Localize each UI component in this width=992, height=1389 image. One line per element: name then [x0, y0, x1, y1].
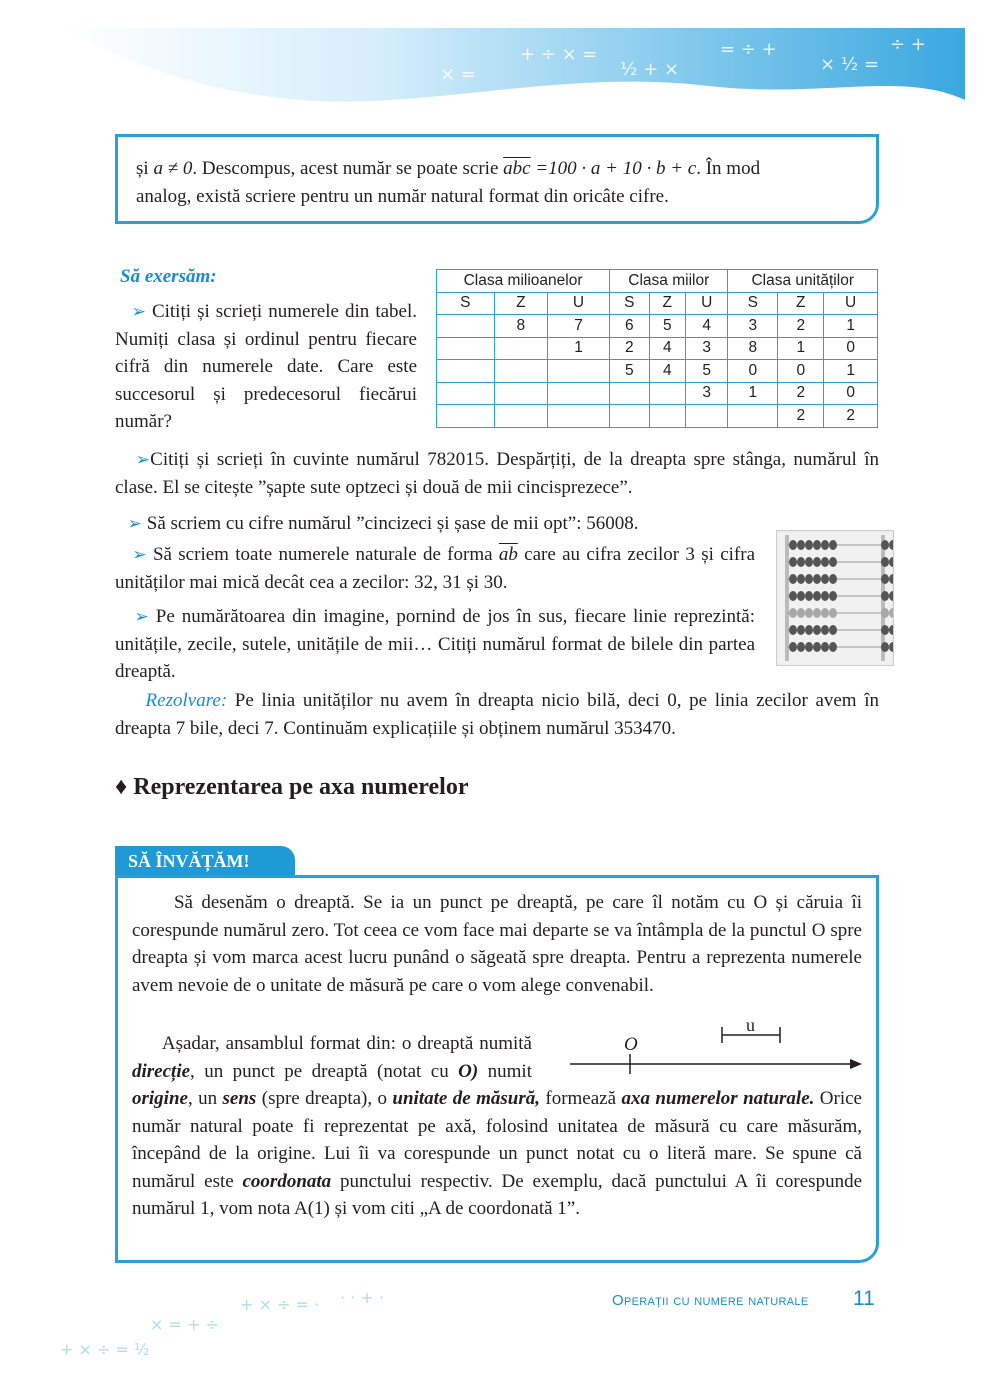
digit-cell: 6 [610, 315, 649, 338]
abacus-bead [797, 642, 805, 652]
abacus-bead [881, 557, 889, 567]
digit-cell: 0 [778, 360, 824, 383]
digit-cell: 1 [824, 315, 878, 338]
order-header: S [610, 292, 649, 315]
order-header: Z [494, 292, 547, 315]
footer-chapter-title: Operații cu numere naturale [612, 1292, 809, 1309]
digit-cell [437, 337, 495, 360]
unit-label: u [746, 1015, 755, 1035]
number-axis [570, 1012, 870, 1082]
abacus-bead [789, 540, 797, 550]
abacus-bead [813, 642, 821, 652]
svg-text:× =: × = [440, 64, 476, 85]
learn-paragraph-2: Așadar, ansamblul format din: o dreaptă numită direcție, un punct pe dreaptă (notat cu O) numit origine, un sens (spre dreapta), o unitate de măsură, formează axa numerelor naturale. Orice număr natural poate fi reprezentat pe axă, folosind unitatea de măsură cu care măsurăm, începând de la origine. Lui îi va corespunde un punct notat cu o literă mare. Se spune că numărul este coordonata punctului respectiv. De exemplu, dacă punctului A îi corespunde numărul 1, vom nota A(1) și vom citi „A de coordonată 1”. [132, 1030, 862, 1223]
digit-cell [547, 405, 609, 428]
digit-cell: 0 [824, 337, 878, 360]
order-header-row [437, 292, 878, 315]
digit-cell: 8 [728, 337, 778, 360]
abacus-bead [789, 608, 797, 618]
order-header: U [824, 292, 878, 315]
section-title: ♦ Reprezentarea pe axa numerelor [115, 774, 469, 800]
abacus-bead [797, 608, 805, 618]
abacus-bead [829, 608, 837, 618]
digit-cell: 1 [547, 337, 609, 360]
page-number: 11 [853, 1287, 875, 1310]
abacus-bead [829, 591, 837, 601]
abacus-bead [789, 625, 797, 635]
table-row [437, 382, 878, 405]
digit-cell [610, 405, 649, 428]
arrow-icon: ➢ [115, 545, 147, 564]
class-header: Clasa unităților [728, 270, 878, 293]
exercise-item-3: ➢ Să scriem cu cifre numărul ”cincizeci și șase de mii opt”: 56008. [115, 513, 639, 534]
abacus-bead [821, 557, 829, 567]
svg-text:× ½ =: × ½ = [820, 54, 880, 75]
order-header: Z [649, 292, 685, 315]
header-decoration [0, 0, 992, 130]
svg-text:½ + ×: ½ + × [620, 59, 680, 80]
definition-text: și a ≠ 0. Descompus, acest număr se poate scrie $\overline{abc} =100 \cdot a + 10 \cdot b + c$. În mod analog, există scriere pentru un număr natural format din oricâte cifre. [136, 158, 761, 207]
origin-label: O [624, 1034, 638, 1055]
abacus-bead [813, 557, 821, 567]
digit-cell: 5 [610, 360, 649, 383]
abacus-bead [821, 574, 829, 584]
abacus-bead [821, 608, 829, 618]
digit-cell: 0 [728, 360, 778, 383]
abacus-bead [797, 540, 805, 550]
digit-cell: 1 [778, 337, 824, 360]
abacus-bead [813, 608, 821, 618]
number-table [436, 269, 878, 428]
digit-cell: 3 [728, 315, 778, 338]
exercise-item-4: ➢ Să scriem toate numerele naturale de forma $\overline{ab}$ care au cifra zecilor 3 și cifra unităților mai mică decât cea a zecilor: 32, 31 și 30. [115, 544, 756, 593]
abacus-bead [881, 591, 889, 601]
learn-tab: SĂ ÎNVĂȚĂM! [115, 846, 295, 877]
abacus-bead [789, 642, 797, 652]
abacus-bead [829, 540, 837, 550]
abacus-bead [789, 591, 797, 601]
abacus-bead [805, 540, 813, 550]
axis-arrow-icon [850, 1059, 862, 1069]
table-row [437, 360, 878, 383]
digit-cell: 4 [649, 360, 685, 383]
digit-cell [437, 382, 495, 405]
abacus-bead [813, 540, 821, 550]
digit-cell [728, 405, 778, 428]
arrow-icon: ➢ [115, 607, 149, 626]
class-header: Clasa milioanelor [437, 270, 610, 293]
digit-cell [494, 337, 547, 360]
digit-cell [610, 382, 649, 405]
class-header: Clasa miilor [610, 270, 728, 293]
abacus-bead [881, 574, 889, 584]
svg-text:= ÷ +: = ÷ + [720, 39, 777, 60]
abacus-bead [797, 574, 805, 584]
digit-cell: 2 [824, 405, 878, 428]
exercise-title: Să exersăm: [120, 266, 217, 287]
table-row [437, 405, 878, 428]
digit-cell [547, 360, 609, 383]
abacus-bead [789, 574, 797, 584]
exercise-item-2: ➢Citiți și scrieți în cuvinte numărul 782015. Despărțiți, de la dreapta spre stânga, numărul în clase. El se citește ”șapte sute optzeci și două de mii cincisprezece”. [115, 449, 879, 498]
digit-cell [494, 360, 547, 383]
abacus-bead [813, 591, 821, 601]
abacus-bead [829, 574, 837, 584]
digit-cell [547, 382, 609, 405]
abacus-bead [797, 557, 805, 567]
abacus-bead [789, 557, 797, 567]
arrow-icon: ➢ [115, 302, 146, 321]
order-header: S [437, 292, 495, 315]
digit-cell: 4 [685, 315, 727, 338]
abacus-bead [805, 557, 813, 567]
abacus-bead [829, 557, 837, 567]
table-row [437, 337, 878, 360]
abacus-bead [821, 625, 829, 635]
digit-cell: 1 [728, 382, 778, 405]
abacus-bead [813, 625, 821, 635]
table-row [437, 315, 878, 338]
digit-cell: 5 [649, 315, 685, 338]
svg-text:+ × ÷ = ·: + × ÷ = · [240, 1295, 320, 1314]
svg-text:· · + ·: · · + · [340, 1288, 384, 1307]
digit-cell: 2 [778, 382, 824, 405]
abacus-bead [881, 625, 889, 635]
digit-cell [685, 405, 727, 428]
digit-cell [494, 382, 547, 405]
digit-cell [437, 315, 495, 338]
digit-cell: 5 [685, 360, 727, 383]
digit-cell [437, 405, 495, 428]
svg-text:+ ÷ × =: + ÷ × = [520, 44, 598, 65]
solution: Rezolvare: Pe linia unităților nu avem în dreapta nicio bilă, deci 0, pe linia zecilor avem în dreapta 7 bile, deci 7. Continuăm explicațiile și obținem numărul 353470. [115, 690, 879, 739]
definition-box [115, 134, 879, 224]
abacus-bead [821, 642, 829, 652]
order-header: U [685, 292, 727, 315]
digit-cell: 2 [778, 315, 824, 338]
abacus-bead [797, 625, 805, 635]
digit-cell: 7 [547, 315, 609, 338]
exercise-item-1: ➢ Citiți și scrieți numerele din tabel. Numiți clasa și ordinul pentru fiecare cifră din numerele date. Care este succesorul și predecesorul fiecărui număr? [115, 301, 417, 432]
footer-decoration [40, 1285, 500, 1365]
arrow-icon: ➢ [115, 514, 142, 533]
digit-cell: 4 [649, 337, 685, 360]
digit-cell: 1 [824, 360, 878, 383]
order-header: U [547, 292, 609, 315]
abacus-bead [813, 574, 821, 584]
order-header: Z [778, 292, 824, 315]
abacus-image [776, 530, 894, 666]
digit-cell: 0 [824, 382, 878, 405]
abacus-bead [829, 642, 837, 652]
svg-text:+ × ÷ = ½: + × ÷ = ½ [60, 1340, 150, 1359]
digit-cell [437, 360, 495, 383]
svg-text:÷ +: ÷ + [890, 34, 926, 55]
abacus-bead [881, 608, 889, 618]
digit-cell: 3 [685, 382, 727, 405]
digit-cell [494, 405, 547, 428]
digit-cell: 2 [610, 337, 649, 360]
abacus-bead [821, 591, 829, 601]
abacus-bead [797, 591, 805, 601]
abacus-bead [805, 591, 813, 601]
abacus-bead [805, 608, 813, 618]
abacus-bead [805, 625, 813, 635]
svg-text:× = + ÷: × = + ÷ [150, 1315, 219, 1334]
digit-cell: 3 [685, 337, 727, 360]
order-header: S [728, 292, 778, 315]
digit-cell: 8 [494, 315, 547, 338]
abacus-bead [821, 540, 829, 550]
abacus-bead [881, 642, 889, 652]
abacus-bead [881, 540, 889, 550]
abacus-bead [829, 625, 837, 635]
class-header-row [437, 270, 878, 293]
digit-cell: 2 [778, 405, 824, 428]
digit-cell [649, 405, 685, 428]
abacus-bead [805, 574, 813, 584]
abacus-bead [805, 642, 813, 652]
arrow-icon: ➢ [115, 450, 151, 469]
digit-cell [649, 382, 685, 405]
learn-paragraph-1: Să desenăm o dreaptă. Se ia un punct pe dreaptă, pe care îl notăm cu O și căruia îi corespunde numărul zero. Tot ceea ce vom face mai departe se va întâmpla de la punctul O spre dreapta și vom marca acest lucru punând o săgeată spre dreapta. Pentru a reprezenta numerele avem nevoie de o unitate de măsură pe care o vom alege convenabil. [132, 892, 862, 996]
exercise-item-5: ➢ Pe numărătoarea din imagine, pornind de jos în sus, fiecare linie reprezintă: unitățile, zecile, sutele, unitățile de mii… Citiți numărul format de bilele din partea dreaptă. [115, 606, 756, 682]
